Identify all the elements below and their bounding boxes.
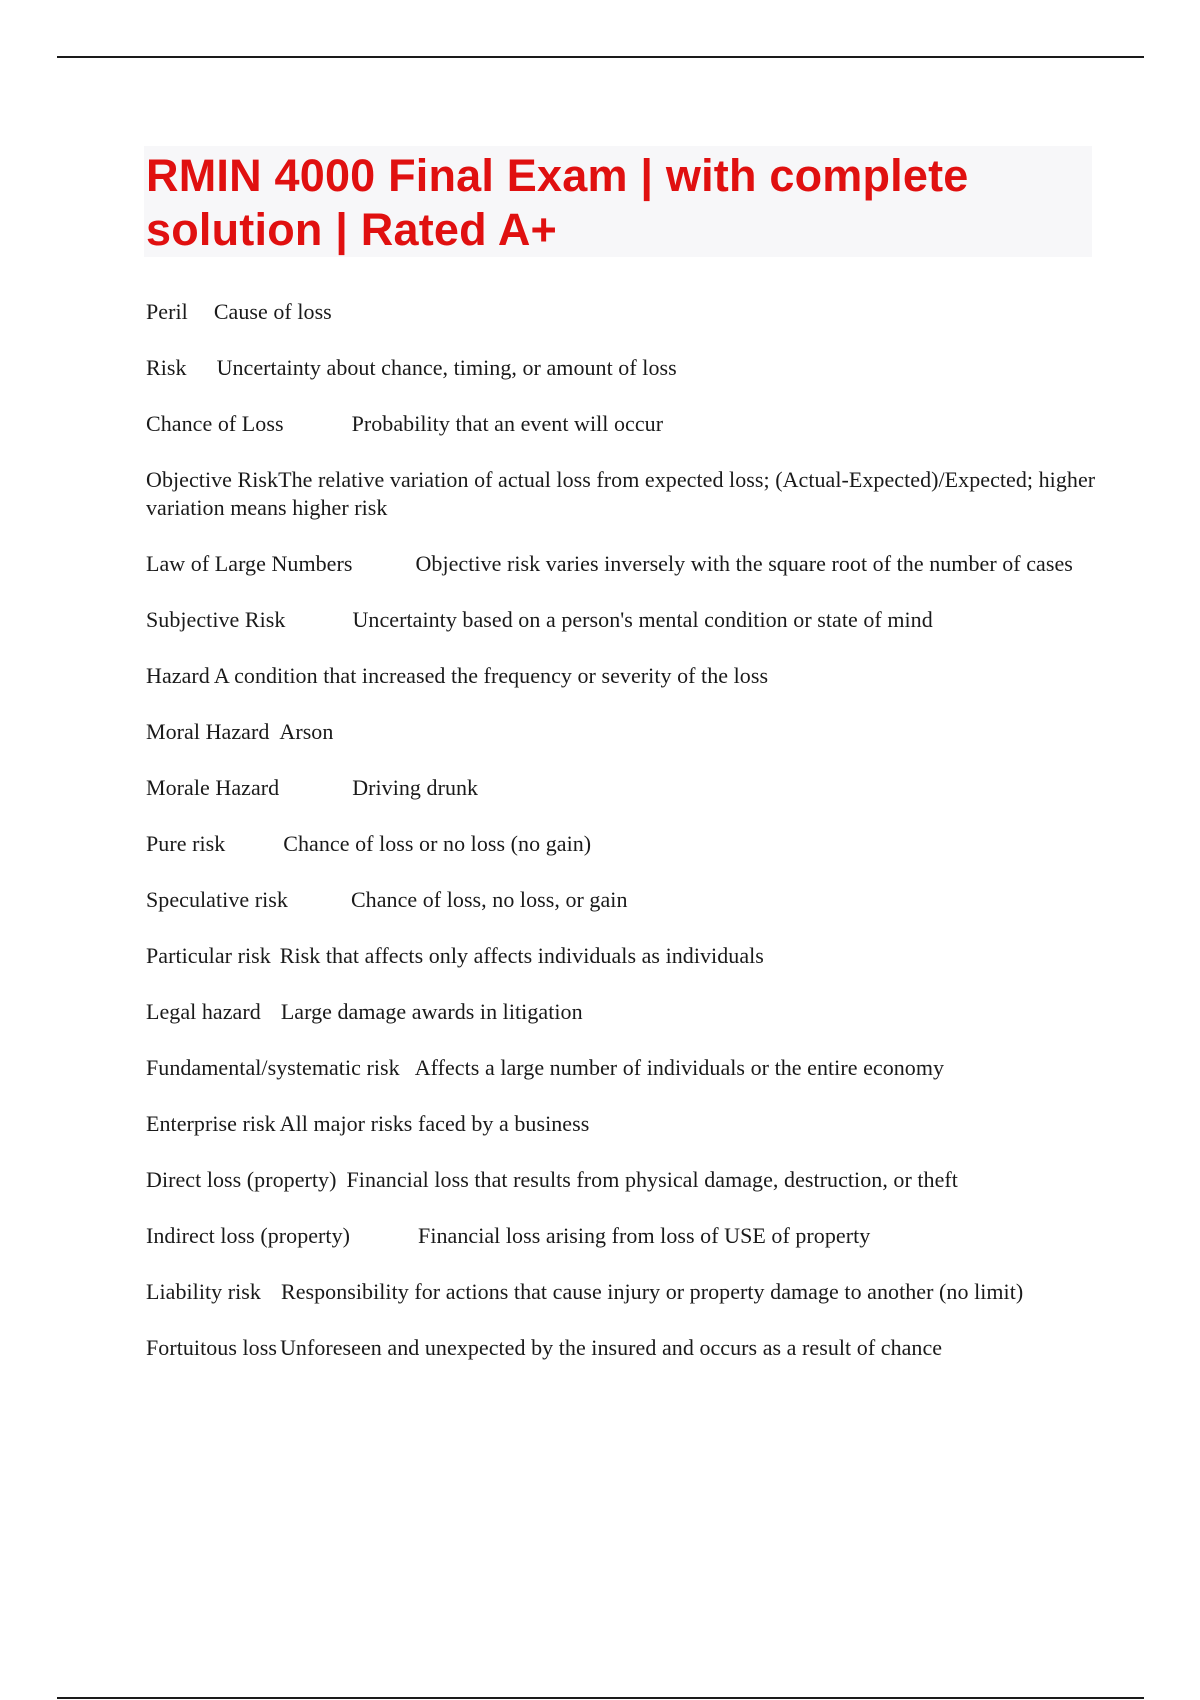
list-item [146, 1110, 1096, 1138]
term: Morale Hazard [146, 775, 280, 800]
term: Subjective Risk [146, 607, 286, 632]
list-item [146, 830, 1096, 858]
term: Peril [146, 299, 188, 324]
definition: Cause of loss [213, 299, 332, 324]
definition: Objective risk varies inversely with the square root of the number of cases [415, 551, 1073, 576]
definition: Chance of loss or no loss (no gain) [283, 831, 592, 856]
term: Fortuitous loss [146, 1335, 277, 1360]
term: Indirect loss (property) [146, 1223, 351, 1248]
definition: Probability that an event will occur [351, 411, 664, 436]
term: Law of Large Numbers [146, 551, 353, 576]
list-item [146, 1222, 1096, 1250]
definition: Driving drunk [352, 775, 479, 800]
list-item [146, 410, 1096, 438]
definition: Financial loss that results from physical damage, destruction, or theft [346, 1167, 958, 1192]
definition: The relative variation of actual loss from expected loss; (Actual-Expected)/Expected; higher variation means higher risk [146, 467, 1096, 520]
term: Hazard [146, 663, 210, 688]
document-title: RMIN 4000 Final Exam | with complete solution | Rated A+ [146, 150, 969, 255]
list-item [146, 550, 1096, 578]
term: Risk [146, 355, 187, 380]
term: Fundamental/systematic risk [146, 1055, 400, 1080]
definition: Chance of loss, no loss, or gain [350, 887, 628, 912]
term: Moral Hazard [146, 719, 270, 744]
list-item [146, 354, 1096, 382]
list-item [146, 606, 1096, 634]
definition: Unforeseen and unexpected by the insured and occurs as a result of chance [279, 1335, 943, 1360]
definition: Uncertainty about chance, timing, or amount of loss [216, 355, 677, 380]
list-item [146, 466, 1096, 522]
list-item [146, 1166, 1096, 1194]
term: Particular risk [146, 943, 271, 968]
list-item [146, 886, 1096, 914]
flashcard-list [146, 298, 1096, 1390]
definition: Uncertainty based on a person's mental condition or state of mind [352, 607, 933, 632]
list-item [146, 298, 1096, 326]
term: Enterprise risk [146, 1111, 276, 1136]
definition: Arson [279, 719, 334, 744]
list-item [146, 998, 1096, 1026]
definition: Responsibility for actions that cause injury or property damage to another (no limit) [280, 1279, 1024, 1304]
definition: Large damage awards in litigation [280, 999, 583, 1024]
term: Objective Risk [146, 467, 279, 492]
term: Legal hazard [146, 999, 261, 1024]
top-rule [57, 56, 1144, 58]
title-banner [144, 146, 1092, 257]
definition: Affects a large number of individuals or the entire economy [414, 1055, 945, 1080]
bottom-rule [57, 1697, 1144, 1699]
definition: Risk that affects only affects individuals as individuals [279, 943, 764, 968]
list-item [146, 774, 1096, 802]
list-item [146, 662, 1096, 690]
definition: Financial loss arising from loss of USE of property [418, 1223, 871, 1248]
definition: A condition that increased the frequency or severity of the loss [213, 663, 769, 688]
definition: All major risks faced by a business [279, 1111, 590, 1136]
term: Liability risk [146, 1279, 261, 1304]
list-item [146, 1334, 1096, 1362]
term: Chance of Loss [146, 411, 284, 436]
list-item [146, 942, 1096, 970]
list-item [146, 718, 1096, 746]
term: Direct loss (property) [146, 1167, 337, 1192]
term: Speculative risk [146, 887, 288, 912]
list-item [146, 1278, 1096, 1306]
term: Pure risk [146, 831, 226, 856]
list-item [146, 1054, 1096, 1082]
